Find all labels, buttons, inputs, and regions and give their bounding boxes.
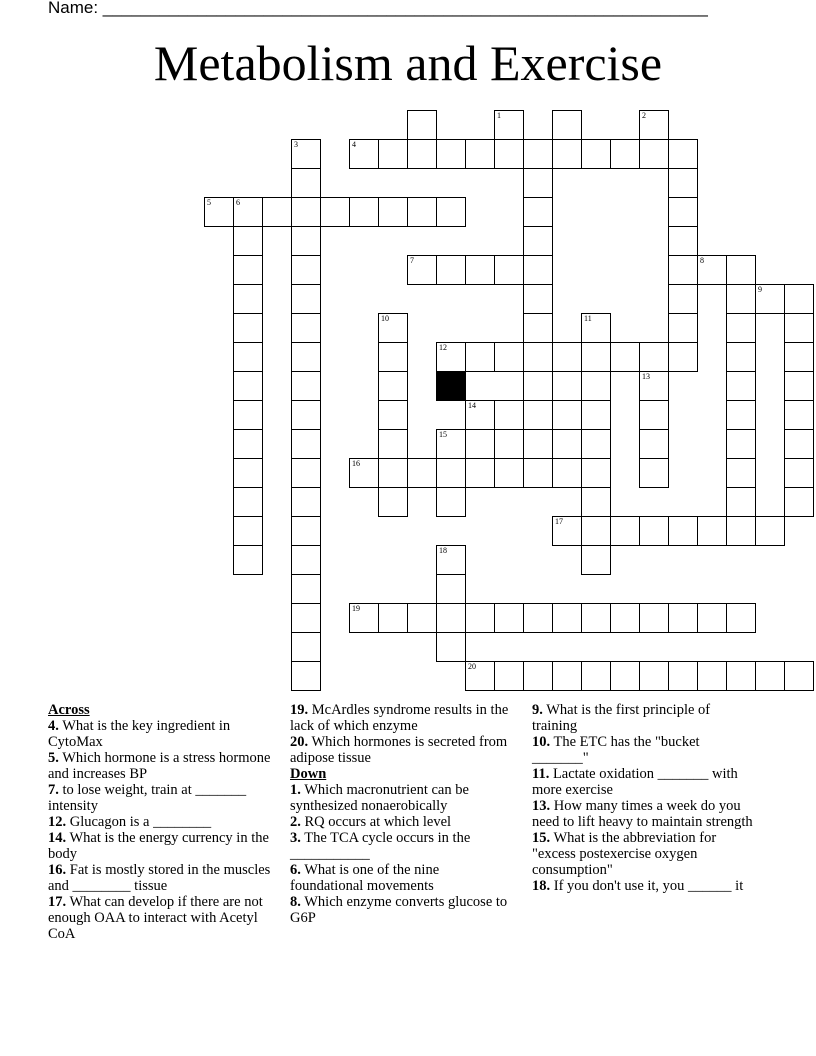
grid-cell[interactable]: [523, 400, 553, 430]
cell-number: 18: [439, 546, 447, 555]
grid-cell[interactable]: [668, 255, 698, 285]
grid-cell[interactable]: [233, 342, 263, 372]
cell-number: 4: [352, 140, 356, 149]
grid-cell[interactable]: [581, 603, 611, 633]
grid-cell[interactable]: [436, 487, 466, 517]
grid-cell[interactable]: [233, 197, 263, 227]
clue-item: [290, 814, 515, 830]
cell-number: 13: [642, 372, 650, 381]
clue-number: 20.: [290, 734, 309, 750]
grid-cell[interactable]: [233, 371, 263, 401]
grid-cell[interactable]: [784, 661, 814, 691]
grid-cell[interactable]: [291, 574, 321, 604]
grid-cell[interactable]: [668, 342, 698, 372]
clues-column-3: [532, 702, 757, 894]
clue-number: 8.: [290, 894, 301, 910]
grid-cell[interactable]: [552, 139, 582, 169]
grid-cell[interactable]: [726, 429, 756, 459]
grid-cell[interactable]: [726, 458, 756, 488]
grid-cell[interactable]: [291, 400, 321, 430]
grid-cell[interactable]: [378, 487, 408, 517]
grid-cell[interactable]: [494, 458, 524, 488]
clue-number: 15.: [532, 830, 551, 846]
clue-number: 11.: [532, 766, 550, 782]
grid-cell[interactable]: [523, 313, 553, 343]
grid-cell[interactable]: [436, 255, 466, 285]
grid-cell[interactable]: [291, 226, 321, 256]
grid-cell[interactable]: [552, 516, 582, 546]
grid-cell[interactable]: [726, 371, 756, 401]
grid-cell[interactable]: [755, 516, 785, 546]
grid-cell[interactable]: [291, 371, 321, 401]
grid-cell[interactable]: [465, 458, 495, 488]
grid-cell[interactable]: [581, 429, 611, 459]
grid-cell[interactable]: [378, 603, 408, 633]
cell-number: 17: [555, 517, 563, 526]
grid-cell[interactable]: [291, 545, 321, 575]
grid-cell[interactable]: [378, 429, 408, 459]
grid-cell[interactable]: [726, 516, 756, 546]
grid-cell[interactable]: [697, 516, 727, 546]
grid-cell[interactable]: [668, 661, 698, 691]
grid-cell[interactable]: [291, 632, 321, 662]
grid-cell[interactable]: [726, 603, 756, 633]
grid-cell[interactable]: [523, 197, 553, 227]
grid-cell[interactable]: [494, 255, 524, 285]
grid-cell[interactable]: [639, 603, 669, 633]
grid-cell[interactable]: [407, 458, 437, 488]
grid-cell[interactable]: [436, 574, 466, 604]
clue-item: [290, 782, 515, 814]
grid-cell[interactable]: [436, 197, 466, 227]
cell-number: 19: [352, 604, 360, 613]
grid-cell[interactable]: [465, 255, 495, 285]
cell-number: 8: [700, 256, 704, 265]
grid-cell[interactable]: [523, 284, 553, 314]
grid-cell[interactable]: [639, 516, 669, 546]
grid-cell[interactable]: [668, 197, 698, 227]
grid-cell[interactable]: [552, 603, 582, 633]
grid-cell[interactable]: [639, 371, 669, 401]
clue-text: Which enzyme converts glucose to G6P: [290, 894, 508, 926]
grid-cell[interactable]: [552, 661, 582, 691]
grid-cell[interactable]: [581, 400, 611, 430]
grid-cell[interactable]: [668, 168, 698, 198]
grid-cell[interactable]: [494, 342, 524, 372]
cell-number: 3: [294, 140, 298, 149]
down-heading: Down: [290, 766, 327, 782]
cell-number: 16: [352, 459, 360, 468]
grid-cell[interactable]: [407, 139, 437, 169]
grid-cell[interactable]: [436, 545, 466, 575]
cell-number: 6: [236, 198, 240, 207]
grid-cell[interactable]: [668, 516, 698, 546]
grid-cell[interactable]: [523, 458, 553, 488]
grid-cell[interactable]: [639, 139, 669, 169]
clue-text: What is the energy currency in the body: [48, 830, 269, 862]
grid-cell[interactable]: [581, 371, 611, 401]
grid-cell[interactable]: [610, 139, 640, 169]
grid-cell[interactable]: [639, 458, 669, 488]
grid-cell[interactable]: [523, 168, 553, 198]
grid-cell[interactable]: [610, 603, 640, 633]
grid-cell[interactable]: [697, 255, 727, 285]
grid-cell[interactable]: [465, 603, 495, 633]
clue-item: [48, 814, 273, 830]
clue-item: [48, 894, 273, 942]
grid-cell[interactable]: [726, 342, 756, 372]
grid-cell[interactable]: [581, 313, 611, 343]
clue-number: 19.: [290, 702, 309, 718]
grid-cell[interactable]: [523, 226, 553, 256]
grid-cell[interactable]: [668, 313, 698, 343]
grid-cell[interactable]: [697, 603, 727, 633]
grid-cell[interactable]: [494, 400, 524, 430]
grid-cell[interactable]: [726, 255, 756, 285]
clue-number: 4.: [48, 718, 59, 734]
grid-cell[interactable]: [523, 255, 553, 285]
grid-cell[interactable]: [668, 139, 698, 169]
grid-block: [436, 371, 466, 401]
grid-cell[interactable]: [291, 255, 321, 285]
grid-cell[interactable]: [639, 342, 669, 372]
clues-column-2: [290, 702, 515, 926]
grid-cell[interactable]: [233, 226, 263, 256]
clues-column-1: [48, 702, 273, 942]
clue-text: What is the abbreviation for "excess postexercise oxygen consumption": [532, 830, 717, 878]
grid-cell[interactable]: [523, 371, 553, 401]
clue-item: [290, 894, 515, 926]
cell-number: 20: [468, 662, 476, 671]
grid-cell[interactable]: [755, 661, 785, 691]
grid-cell[interactable]: [291, 139, 321, 169]
grid-cell[interactable]: [233, 545, 263, 575]
grid-cell[interactable]: [436, 139, 466, 169]
grid-cell[interactable]: [436, 458, 466, 488]
clue-text: Which hormones is secreted from adipose tissue: [290, 734, 508, 766]
grid-cell[interactable]: [784, 458, 814, 488]
clue-number: 2.: [290, 814, 301, 830]
grid-cell[interactable]: [581, 139, 611, 169]
clue-text: The TCA cycle occurs in the ___________: [290, 830, 471, 862]
clue-item: [48, 750, 273, 782]
clue-item: [532, 830, 757, 878]
clue-number: 1.: [290, 782, 301, 798]
grid-cell[interactable]: [494, 139, 524, 169]
grid-cell[interactable]: [233, 284, 263, 314]
grid-cell[interactable]: [204, 197, 234, 227]
grid-cell[interactable]: [668, 284, 698, 314]
across-heading: Across: [48, 702, 90, 718]
grid-cell[interactable]: [581, 487, 611, 517]
page-title: Metabolism and Exercise: [153, 35, 663, 91]
grid-cell[interactable]: [465, 139, 495, 169]
grid-cell[interactable]: [784, 487, 814, 517]
grid-cell[interactable]: [755, 284, 785, 314]
clue-number: 10.: [532, 734, 551, 750]
grid-cell[interactable]: [407, 255, 437, 285]
grid-cell[interactable]: [349, 603, 379, 633]
clue-text: to lose weight, train at _______ intensity: [48, 782, 247, 814]
grid-cell[interactable]: [407, 110, 437, 140]
clue-number: 7.: [48, 782, 59, 798]
grid-cell[interactable]: [407, 197, 437, 227]
grid-cell[interactable]: [610, 661, 640, 691]
clue-text: Lactate oxidation _______ with more exercise: [532, 766, 738, 798]
grid-cell[interactable]: [581, 661, 611, 691]
grid-cell[interactable]: [523, 139, 553, 169]
grid-cell[interactable]: [784, 400, 814, 430]
grid-cell[interactable]: [291, 603, 321, 633]
grid-cell[interactable]: [639, 661, 669, 691]
grid-cell[interactable]: [726, 284, 756, 314]
clue-number: 9.: [532, 702, 543, 718]
grid-cell[interactable]: [697, 661, 727, 691]
grid-cell[interactable]: [726, 487, 756, 517]
clue-text: RQ occurs at which level: [300, 814, 452, 830]
grid-cell[interactable]: [552, 110, 582, 140]
clue-item: [48, 862, 273, 894]
grid-cell[interactable]: [523, 661, 553, 691]
grid-cell[interactable]: [523, 342, 553, 372]
clue-item: [532, 702, 757, 734]
clue-number: 3.: [290, 830, 301, 846]
grid-cell[interactable]: [668, 603, 698, 633]
grid-cell[interactable]: [407, 603, 437, 633]
grid-cell[interactable]: [552, 400, 582, 430]
clue-text: Fat is mostly stored in the muscles and ________ tissue: [48, 862, 271, 894]
grid-cell[interactable]: [784, 371, 814, 401]
grid-cell[interactable]: [291, 516, 321, 546]
grid-cell[interactable]: [233, 458, 263, 488]
clue-text: The ETC has the "bucket _______": [532, 734, 700, 766]
grid-cell[interactable]: [581, 458, 611, 488]
grid-cell[interactable]: [552, 458, 582, 488]
cell-number: 12: [439, 343, 447, 352]
grid-cell[interactable]: [378, 400, 408, 430]
grid-cell[interactable]: [262, 197, 292, 227]
grid-cell[interactable]: [726, 313, 756, 343]
clue-text: How many times a week do you need to lift heavy to maintain strength: [532, 798, 753, 830]
cell-number: 7: [410, 256, 414, 265]
name-field[interactable]: Name: ________________________________________________________________: [48, 0, 708, 17]
grid-cell[interactable]: [320, 197, 350, 227]
grid-cell[interactable]: [291, 661, 321, 691]
clue-text: Which macronutrient can be synthesized nonaerobically: [290, 782, 469, 814]
grid-cell[interactable]: [378, 371, 408, 401]
cell-number: 5: [207, 198, 211, 207]
grid-cell[interactable]: [726, 400, 756, 430]
cell-number: 14: [468, 401, 476, 410]
grid-cell[interactable]: [291, 429, 321, 459]
clue-text: What is the key ingredient in CytoMax: [48, 718, 231, 750]
grid-cell[interactable]: [726, 661, 756, 691]
grid-cell[interactable]: [291, 168, 321, 198]
grid-cell[interactable]: [494, 661, 524, 691]
cell-number: 10: [381, 314, 389, 323]
grid-cell[interactable]: [349, 197, 379, 227]
grid-cell[interactable]: [465, 429, 495, 459]
cell-number: 9: [758, 285, 762, 294]
grid-cell[interactable]: [784, 284, 814, 314]
grid-cell[interactable]: [494, 110, 524, 140]
clue-number: 16.: [48, 862, 67, 878]
clue-item: [48, 718, 273, 750]
grid-cell[interactable]: [378, 342, 408, 372]
clue-number: 17.: [48, 894, 67, 910]
grid-cell[interactable]: [378, 197, 408, 227]
grid-cell[interactable]: [291, 197, 321, 227]
clue-item: [290, 862, 515, 894]
grid-cell[interactable]: [639, 400, 669, 430]
grid-cell[interactable]: [291, 313, 321, 343]
clue-number: 18.: [532, 878, 551, 894]
clue-text: What can develop if there are not enough OAA to interact with Acetyl CoA: [48, 894, 263, 942]
grid-cell[interactable]: [581, 342, 611, 372]
clue-number: 13.: [532, 798, 551, 814]
grid-cell[interactable]: [349, 458, 379, 488]
grid-cell[interactable]: [610, 516, 640, 546]
grid-cell[interactable]: [436, 632, 466, 662]
grid-cell[interactable]: [291, 458, 321, 488]
clue-item: [290, 830, 515, 862]
clue-text: McArdles syndrome results in the lack of which enzyme: [290, 702, 509, 734]
grid-cell[interactable]: [784, 342, 814, 372]
clue-text: If you don't use it, you ______ it: [550, 878, 744, 894]
grid-cell[interactable]: [436, 603, 466, 633]
grid-cell[interactable]: [233, 516, 263, 546]
grid-cell[interactable]: [291, 284, 321, 314]
grid-cell[interactable]: [233, 255, 263, 285]
clue-number: 6.: [290, 862, 301, 878]
clue-item: [532, 878, 757, 894]
grid-cell[interactable]: [523, 429, 553, 459]
grid-cell[interactable]: [784, 429, 814, 459]
grid-cell[interactable]: [233, 400, 263, 430]
cell-number: 2: [642, 111, 646, 120]
clue-text: What is one of the nine foundational movements: [290, 862, 440, 894]
grid-cell[interactable]: [436, 429, 466, 459]
clue-text: Glucagon is a ________: [66, 814, 212, 830]
clue-item: [532, 798, 757, 830]
grid-cell[interactable]: [552, 342, 582, 372]
grid-cell[interactable]: [378, 313, 408, 343]
grid-cell[interactable]: [465, 342, 495, 372]
grid-cell[interactable]: [523, 603, 553, 633]
clue-item: [532, 766, 757, 798]
grid-cell[interactable]: [639, 110, 669, 140]
grid-cell[interactable]: [233, 429, 263, 459]
grid-cell[interactable]: [436, 342, 466, 372]
grid-cell[interactable]: [233, 487, 263, 517]
grid-cell[interactable]: [349, 139, 379, 169]
clue-item: [532, 734, 757, 766]
grid-cell[interactable]: [494, 603, 524, 633]
clue-item: [290, 734, 515, 766]
grid-cell[interactable]: [610, 342, 640, 372]
clue-item: [48, 782, 273, 814]
clue-number: 14.: [48, 830, 67, 846]
cell-number: 15: [439, 430, 447, 439]
clue-item: [290, 702, 515, 734]
grid-cell[interactable]: [639, 429, 669, 459]
grid-cell[interactable]: [291, 487, 321, 517]
grid-cell[interactable]: [581, 545, 611, 575]
cell-number: 1: [497, 111, 501, 120]
grid-cell[interactable]: [378, 139, 408, 169]
clue-text: What is the first principle of training: [532, 702, 711, 734]
grid-cell[interactable]: [668, 226, 698, 256]
clue-number: 12.: [48, 814, 67, 830]
grid-cell[interactable]: [465, 400, 495, 430]
grid-cell[interactable]: [784, 313, 814, 343]
grid-cell[interactable]: [291, 342, 321, 372]
clue-number: 5.: [48, 750, 59, 766]
grid-cell[interactable]: [581, 516, 611, 546]
clue-item: [48, 830, 273, 862]
grid-cell[interactable]: [378, 458, 408, 488]
grid-cell[interactable]: [233, 313, 263, 343]
cell-number: 11: [584, 314, 592, 323]
clue-text: Which hormone is a stress hormone and increases BP: [48, 750, 271, 782]
grid-cell[interactable]: [465, 661, 495, 691]
